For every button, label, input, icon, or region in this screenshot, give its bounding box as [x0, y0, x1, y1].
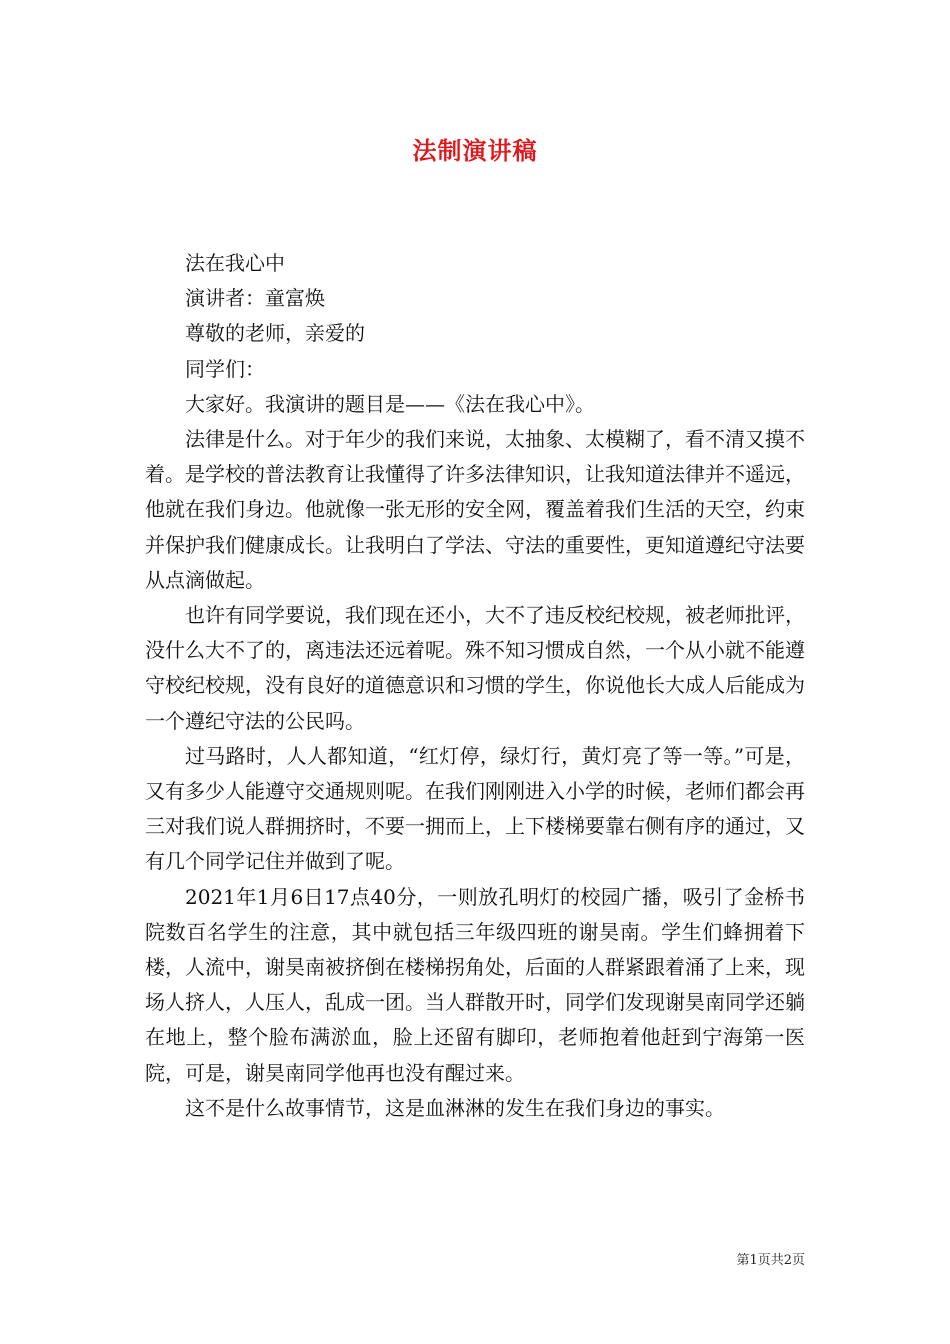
- document-title: 法制演讲稿: [412, 136, 538, 165]
- paragraph-school-rules: 也许有同学要说，我们现在还小，大不了违反校纪校规，被老师批评，没什么大不了的，离违法还远着呢。殊不知习惯成自然，一个从小就不能遵守校纪校规，没有良好的道德意识和习惯的学生，你说他长大成人后能成为一个遵纪守法的公民吗。: [145, 603, 805, 733]
- speech-topic: 法在我心中: [185, 251, 285, 275]
- salutation-line-1: 尊敬的老师，亲爱的: [185, 321, 365, 346]
- page-number-footer: 第1页共2页: [736, 1253, 805, 1268]
- document-body: [145, 246, 805, 1126]
- paragraph-incident: 2021年1月6日17点40分，一则放孔明灯的校园广播，吸引了金桥书院数百名学生的注意，其中就包括三年级四班的谢昊南。学生们蜂拥着下楼，人流中，谢昊南被挤倒在楼梯拐角处，后面的人群紧跟着涌了上来，现场人挤人，人压人，乱成一团。当人群散开时，同学们发现谢昊南同学还躺在地上，整个脸布满淤血，脸上还留有脚印，老师抱着他赶到宁海第一医院，可是，谢昊南同学他再也没有醒过来。: [145, 884, 805, 1085]
- paragraph-what-is-law: 法律是什么。对于年少的我们来说，太抽象、太模糊了，看不清又摸不着。是学校的普法教育让我懂得了许多法律知识，让我知道法律并不遥远，他就在我们身边。他就像一张无形的安全网，覆盖着我们生活的天空，约束并保护我们健康成长。让我明白了学法、守法的重要性，更知道遵纪守法要从点滴做起。: [145, 427, 805, 592]
- speaker-line: 演讲者：童富焕: [185, 286, 325, 311]
- greeting-paragraph: 大家好。我演讲的题目是——《法在我心中》。: [185, 391, 595, 416]
- paragraph-fact: 这不是什么故事情节，这是血淋淋的发生在我们身边的事实。: [185, 1095, 725, 1120]
- paragraph-traffic: 过马路时，人人都知道，“红灯停，绿灯行，黄灯亮了等一等。”可是，又有多少人能遵守交通规则呢。在我们刚刚进入小学的时候，老师们都会再三对我们说人群拥挤时，不要一拥而上，上下楼梯要靠右侧有序的通过，又有几个同学记住并做到了呢。: [145, 743, 805, 874]
- salutation-line-2: 同学们：: [185, 356, 265, 381]
